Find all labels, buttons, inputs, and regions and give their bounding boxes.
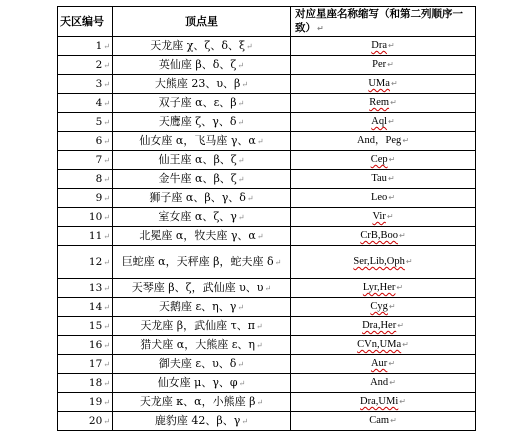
vertex-stars: 仙女座 α，飞马座 γ、α <box>139 133 256 147</box>
paragraph-mark-icon: ↵ <box>103 359 110 369</box>
vertex-stars-cell <box>113 412 291 431</box>
header-constellation-abbr: 对应星座名称缩写（和第二列顺序一致）↵ <box>291 7 476 37</box>
region-number: 7 <box>95 153 103 166</box>
paragraph-mark-icon: ↵ <box>246 193 254 203</box>
table-row <box>58 336 476 355</box>
paragraph-mark-icon: ↵ <box>402 136 410 145</box>
paragraph-mark-icon: ↵ <box>396 283 404 292</box>
paragraph-mark-icon: ↵ <box>237 302 245 312</box>
region-number-cell <box>58 94 113 113</box>
vertex-stars-cell <box>113 37 291 56</box>
paragraph-mark-icon: ↵ <box>103 257 110 267</box>
constellation-abbr: Dra <box>371 40 388 51</box>
constellation-abbr-cell <box>291 37 476 56</box>
vertex-stars-cell <box>113 208 291 227</box>
vertex-stars-cell <box>113 113 291 132</box>
constellation-abbr-cell <box>291 317 476 336</box>
paragraph-mark-icon: ↵ <box>103 98 110 108</box>
header-vertex-stars: 顶点星 <box>113 7 291 37</box>
region-number-cell <box>58 189 113 208</box>
region-number-cell <box>58 246 113 279</box>
paragraph-mark-icon: ↵ <box>388 117 395 126</box>
paragraph-mark-icon: ↵ <box>237 212 245 222</box>
vertex-stars: 天龙座 χ、ζ、δ、ξ <box>150 38 246 52</box>
paragraph-mark-icon: ↵ <box>399 397 406 406</box>
constellation-abbr-cell <box>291 412 476 431</box>
paragraph-mark-icon: ↵ <box>405 257 413 266</box>
region-number: 11 <box>88 229 103 242</box>
vertex-stars: 巨蛇座 α，天秤座 β，蛇夫座 δ <box>121 254 274 268</box>
paragraph-mark-icon: ↵ <box>103 155 110 165</box>
constellation-abbr-cell <box>291 113 476 132</box>
table-row <box>58 393 476 412</box>
paragraph-mark-icon: ↵ <box>103 60 110 70</box>
paragraph-mark-icon: ↵ <box>237 60 245 70</box>
paragraph-mark-icon: ↵ <box>237 117 245 127</box>
vertex-stars: 天龙座 β，武仙座 τ、π <box>140 318 255 332</box>
paragraph-mark-icon: ↵ <box>103 117 110 127</box>
region-number-cell <box>58 374 113 393</box>
region-number: 5 <box>95 115 103 128</box>
vertex-stars-cell <box>113 336 291 355</box>
region-number-cell <box>58 151 113 170</box>
table-row <box>58 374 476 393</box>
region-number: 17 <box>88 357 103 370</box>
constellation-abbr-cell <box>291 208 476 227</box>
region-number-cell <box>58 355 113 374</box>
vertex-stars: 天龙座 κ、α，小熊座 β <box>139 394 256 408</box>
constellation-abbr-cell <box>291 75 476 94</box>
paragraph-mark-icon: ↵ <box>237 174 245 184</box>
paragraph-mark-icon: ↵ <box>237 98 245 108</box>
region-number: 2 <box>95 58 103 71</box>
vertex-stars: 金牛座 α、β、ζ <box>158 171 237 185</box>
paragraph-mark-icon: ↵ <box>397 321 404 330</box>
constellation-abbr-cell <box>291 132 476 151</box>
paragraph-mark-icon: ↵ <box>402 340 409 349</box>
paragraph-mark-icon: ↵ <box>390 416 397 425</box>
paragraph-mark-icon: ↵ <box>256 340 263 350</box>
table-row <box>58 132 476 151</box>
constellation-abbr-cell <box>291 298 476 317</box>
table-row <box>58 75 476 94</box>
paragraph-mark-icon: ↵ <box>387 174 395 183</box>
vertex-stars-cell <box>113 132 291 151</box>
region-number-cell <box>58 412 113 431</box>
constellation-abbr-cell <box>291 56 476 75</box>
table-row <box>58 208 476 227</box>
table-row <box>58 246 476 279</box>
constellation-abbr: Cep <box>370 154 388 165</box>
vertex-stars-cell <box>113 246 291 279</box>
vertex-stars-cell <box>113 151 291 170</box>
vertex-stars-cell <box>113 189 291 208</box>
paragraph-mark-icon: ↵ <box>237 155 245 165</box>
constellation-abbr-cell <box>291 355 476 374</box>
region-number: 20 <box>88 414 103 427</box>
table-row <box>58 56 476 75</box>
paragraph-mark-icon: ↵ <box>103 193 110 203</box>
constellation-abbr-cell <box>291 189 476 208</box>
region-number: 9 <box>95 191 103 204</box>
paragraph-mark-icon: ↵ <box>241 416 249 426</box>
constellation-abbr: Ser,Lib,Oph <box>353 256 405 267</box>
table-row <box>58 189 476 208</box>
paragraph-mark-icon: ↵ <box>388 155 396 164</box>
paragraph-mark-icon: ↵ <box>317 24 324 33</box>
region-number-cell <box>58 227 113 246</box>
region-number: 16 <box>88 338 103 351</box>
vertex-stars-cell <box>113 317 291 336</box>
constellation-abbr-cell <box>291 279 476 298</box>
region-number: 4 <box>95 96 103 109</box>
constellation-abbr-cell <box>291 151 476 170</box>
paragraph-mark-icon: ↵ <box>389 378 396 387</box>
vertex-stars: 英仙座 β、δ、ζ <box>158 57 237 71</box>
region-number: 15 <box>88 319 103 332</box>
table-row <box>58 94 476 113</box>
paragraph-mark-icon: ↵ <box>103 340 110 350</box>
vertex-stars-cell <box>113 75 291 94</box>
paragraph-mark-icon: ↵ <box>103 136 110 146</box>
sky-region-table <box>57 6 476 431</box>
vertex-stars-cell <box>113 170 291 189</box>
vertex-stars: 仙女座 μ、γ、φ <box>157 375 238 389</box>
constellation-abbr: CVn,UMa <box>357 339 402 350</box>
paragraph-mark-icon: ↵ <box>388 193 396 202</box>
vertex-stars-cell <box>113 298 291 317</box>
vertex-stars: 狮子座 α、β、γ、δ <box>149 190 246 204</box>
constellation-abbr-cell <box>291 246 476 279</box>
constellation-abbr: And <box>370 377 389 388</box>
table-row <box>58 355 476 374</box>
vertex-stars: 室女座 α、ζ、γ <box>158 209 237 223</box>
paragraph-mark-icon: ↵ <box>388 41 395 50</box>
paragraph-mark-icon: ↵ <box>103 283 110 293</box>
constellation-abbr: Rem <box>369 97 390 108</box>
header-region-number: 天区编号 <box>58 7 113 37</box>
vertex-stars: 天鹰座 ζ、γ、δ <box>158 114 237 128</box>
table-row <box>58 298 476 317</box>
paragraph-mark-icon: ↵ <box>390 79 398 88</box>
table-row <box>58 317 476 336</box>
table-row <box>58 227 476 246</box>
constellation-abbr: Cam <box>369 415 390 426</box>
table-header-row <box>58 7 476 37</box>
constellation-abbr: Aql <box>371 116 388 127</box>
vertex-stars-cell <box>113 56 291 75</box>
vertex-stars: 北冕座 α，牧夫座 γ、α <box>139 228 256 242</box>
region-number: 18 <box>88 376 103 389</box>
paragraph-mark-icon: ↵ <box>238 378 246 388</box>
vertex-stars: 鹿豹座 42、β、γ <box>154 413 241 427</box>
vertex-stars: 天鹅座 ε、η、γ <box>158 299 237 313</box>
table-row <box>58 170 476 189</box>
region-number: 8 <box>95 172 103 185</box>
constellation-abbr: Cyg <box>370 301 388 312</box>
paragraph-mark-icon: ↵ <box>103 174 110 184</box>
vertex-stars: 御夫座 ε、υ、δ <box>158 356 237 370</box>
vertex-stars-cell <box>113 374 291 393</box>
constellation-abbr: CrB,Boo <box>360 230 398 241</box>
table-row <box>58 412 476 431</box>
paragraph-mark-icon: ↵ <box>256 136 264 146</box>
paragraph-mark-icon: ↵ <box>398 231 406 240</box>
region-number-cell <box>58 170 113 189</box>
paragraph-mark-icon: ↵ <box>103 302 110 312</box>
paragraph-mark-icon: ↵ <box>237 359 245 369</box>
constellation-abbr: Dra,Her <box>362 320 397 331</box>
region-number: 14 <box>88 300 103 313</box>
paragraph-mark-icon: ↵ <box>388 302 396 311</box>
region-number-cell <box>58 279 113 298</box>
constellation-abbr: UMa <box>368 78 390 89</box>
constellation-abbr-cell <box>291 393 476 412</box>
paragraph-mark-icon: ↵ <box>103 378 110 388</box>
constellation-abbr-cell <box>291 170 476 189</box>
region-number-cell <box>58 298 113 317</box>
region-number-cell <box>58 56 113 75</box>
region-number-cell <box>58 37 113 56</box>
constellation-abbr-cell <box>291 374 476 393</box>
region-number: 6 <box>95 134 103 147</box>
constellation-abbr-cell <box>291 336 476 355</box>
paragraph-mark-icon: ↵ <box>256 397 264 407</box>
region-number-cell <box>58 113 113 132</box>
constellation-abbr: Dra,UMi <box>360 396 399 407</box>
constellation-abbr-cell <box>291 94 476 113</box>
region-number-cell <box>58 208 113 227</box>
region-number: 1 <box>95 39 103 52</box>
vertex-stars: 双子座 α、ε、β <box>158 95 237 109</box>
table-row <box>58 37 476 56</box>
paragraph-mark-icon: ↵ <box>256 231 264 241</box>
paragraph-mark-icon: ↵ <box>103 231 110 241</box>
constellation-abbr: And，Peg <box>356 135 402 146</box>
region-number: 13 <box>88 281 103 294</box>
constellation-abbr-cell <box>291 227 476 246</box>
paragraph-mark-icon: ↵ <box>387 60 394 69</box>
table-row <box>58 151 476 170</box>
vertex-stars: 天琴座 β、ζ，武仙座 υ、υ <box>131 280 264 294</box>
paragraph-mark-icon: ↵ <box>103 212 110 222</box>
vertex-stars-cell <box>113 94 291 113</box>
paragraph-mark-icon: ↵ <box>103 79 110 89</box>
vertex-stars-cell <box>113 227 291 246</box>
region-number-cell <box>58 317 113 336</box>
vertex-stars: 大熊座 23、υ、β <box>154 76 241 90</box>
paragraph-mark-icon: ↵ <box>103 321 110 331</box>
paragraph-mark-icon: ↵ <box>264 283 272 293</box>
region-number-cell <box>58 75 113 94</box>
table-row <box>58 113 476 132</box>
constellation-abbr: Per <box>372 59 387 70</box>
vertex-stars-cell <box>113 393 291 412</box>
paragraph-mark-icon: ↵ <box>103 416 110 426</box>
constellation-abbr: Leo <box>370 192 388 203</box>
paragraph-mark-icon: ↵ <box>103 397 110 407</box>
constellation-abbr: Aur <box>370 358 388 369</box>
constellation-abbr: Tau <box>371 173 387 184</box>
region-number: 19 <box>88 395 103 408</box>
region-number-cell <box>58 132 113 151</box>
paragraph-mark-icon: ↵ <box>241 79 249 89</box>
vertex-stars-cell <box>113 279 291 298</box>
region-number: 10 <box>88 210 103 223</box>
paragraph-mark-icon: ↵ <box>390 98 397 107</box>
table-row <box>58 279 476 298</box>
paragraph-mark-icon: ↵ <box>388 359 396 368</box>
vertex-stars: 仙王座 α、β、ζ <box>158 152 237 166</box>
paragraph-mark-icon: ↵ <box>274 257 282 267</box>
constellation-abbr: Vir <box>372 211 386 222</box>
vertex-stars: 猎犬座 α，大熊座 ε、η <box>140 337 255 351</box>
region-number: 12 <box>88 255 103 268</box>
paragraph-mark-icon: ↵ <box>255 321 263 331</box>
constellation-abbr: Lyr,Her <box>362 282 396 293</box>
paragraph-mark-icon: ↵ <box>386 212 394 221</box>
paragraph-mark-icon: ↵ <box>246 41 253 51</box>
paragraph-mark-icon: ↵ <box>103 41 110 51</box>
region-number-cell <box>58 336 113 355</box>
region-number-cell <box>58 393 113 412</box>
vertex-stars-cell <box>113 355 291 374</box>
region-number: 3 <box>95 77 103 90</box>
